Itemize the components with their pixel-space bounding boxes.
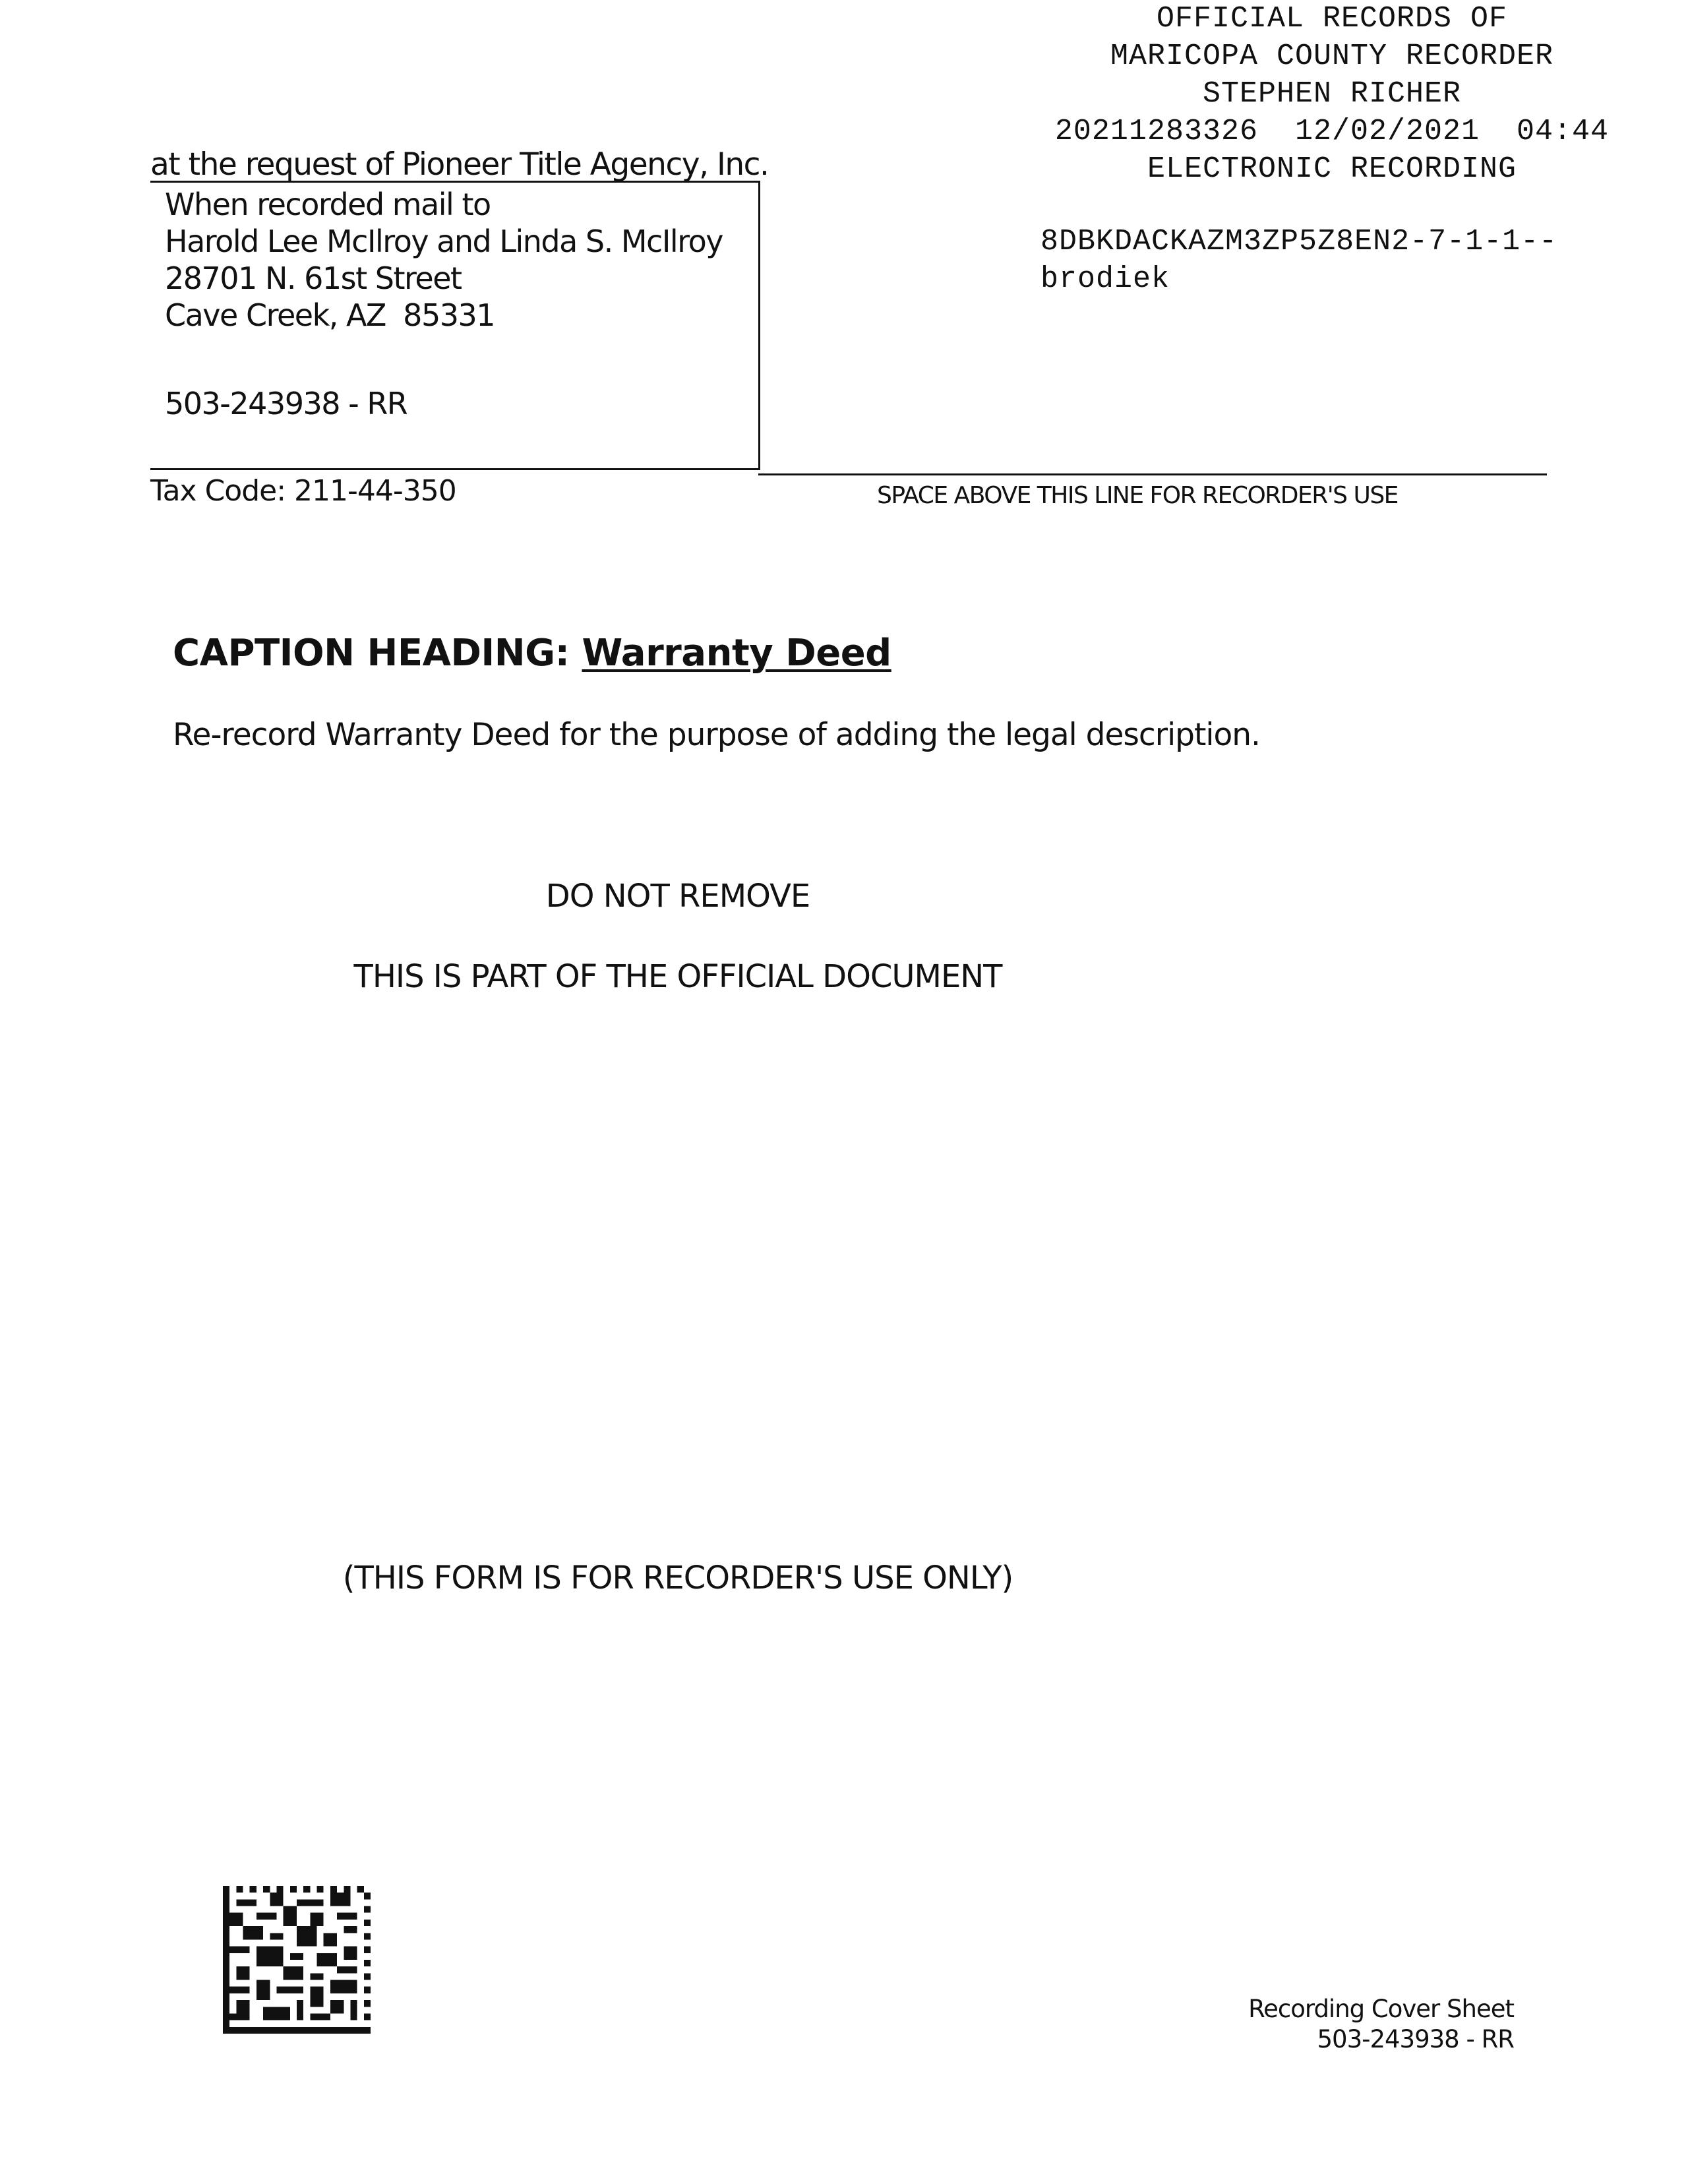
notice-do-not-remove: DO NOT REMOVE	[545, 878, 810, 915]
datamatrix-barcode-icon	[223, 1886, 371, 2034]
mail-to-address	[165, 186, 723, 334]
caption-label: CAPTION HEADING:	[173, 632, 582, 675]
cover-sheet-label	[1121, 1994, 1514, 2055]
recorder-line-3: STEPHEN RICHER	[1202, 77, 1462, 111]
recorder-line-2: MARICOPA COUNTY RECORDER	[1110, 40, 1554, 73]
recording-id-line-2: brodiek	[1040, 262, 1170, 296]
recorder-line-1: OFFICIAL RECORDS OF	[1156, 2, 1508, 36]
divider-left	[150, 468, 758, 470]
recording-id-line-1: 8DBKDACKAZM3ZP5Z8EN2-7-1-1--	[1040, 225, 1558, 258]
form-use-note: (THIS FORM IS FOR RECORDER'S USE ONLY)	[342, 1560, 1013, 1596]
recorder-stamp	[989, 0, 1675, 188]
mail-to-street: 28701 N. 61st Street	[165, 260, 462, 296]
caption-title: Warranty Deed	[582, 632, 891, 675]
recorder-line-5: ELECTRONIC RECORDING	[1147, 152, 1517, 186]
divider-right	[758, 473, 1547, 475]
order-number: 503-243938 - RR	[165, 386, 407, 421]
tax-code: Tax Code: 211-44-350	[150, 474, 456, 508]
recording-number-date-time: 20211283326 12/02/2021 04:44	[1054, 115, 1610, 148]
recording-id	[1040, 223, 1557, 298]
recorder-space-note: SPACE ABOVE THIS LINE FOR RECORDER'S USE	[877, 482, 1398, 509]
cover-sheet-number: 503-243938 - RR	[1317, 2025, 1514, 2053]
notice-official-document: THIS IS PART OF THE OFFICIAL DOCUMENT	[353, 958, 1002, 995]
mail-to-heading: When recorded mail to	[165, 187, 491, 222]
mail-to-name: Harold Lee McIlroy and Linda S. McIlroy	[165, 224, 723, 259]
caption-heading	[173, 632, 891, 675]
purpose-text: Re-record Warranty Deed for the purpose of adding the legal description.	[173, 717, 1260, 753]
mail-to-city: Cave Creek, AZ 85331	[165, 297, 495, 333]
request-line: at the request of Pioneer Title Agency, Inc.	[150, 146, 769, 183]
cover-sheet-title: Recording Cover Sheet	[1248, 1995, 1514, 2023]
